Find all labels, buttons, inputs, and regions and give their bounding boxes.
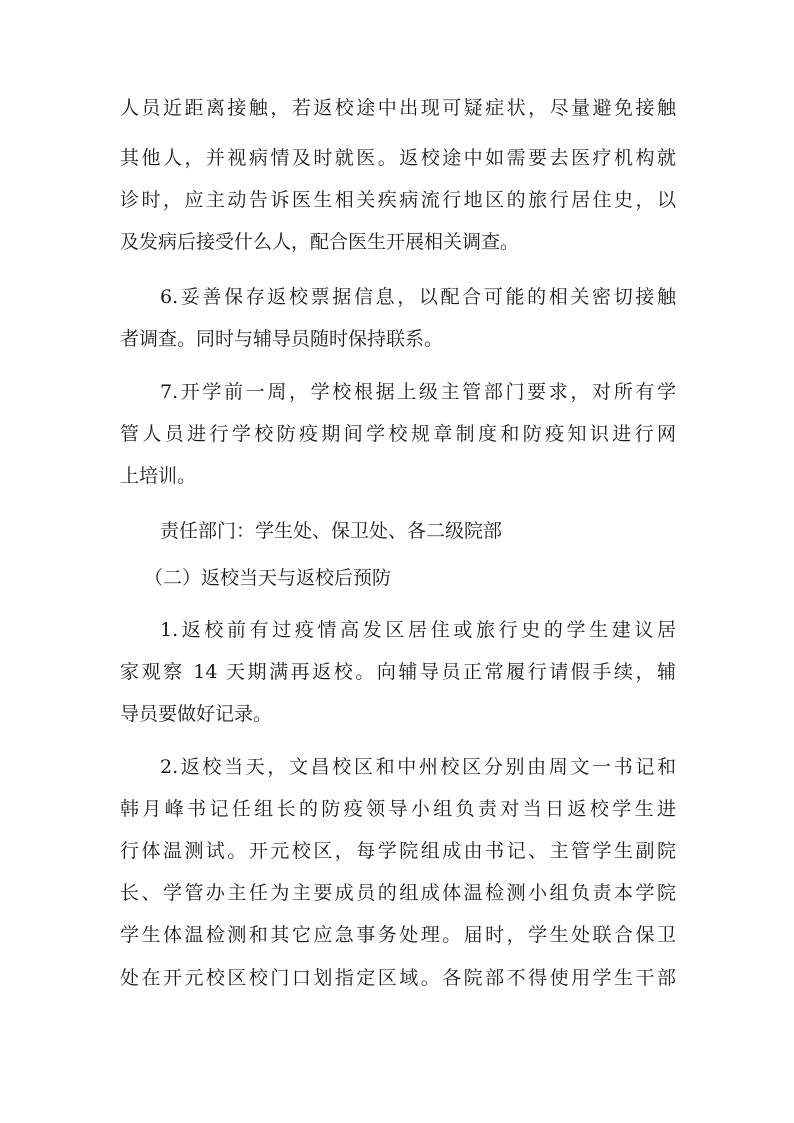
- body-text-line: 家观察 14 天期满再返校。向辅导员正常履行请假手续，辅: [120, 661, 676, 683]
- body-text-line: 处在开元校区校门口划指定区域。各院部不得使用学生干部: [120, 967, 676, 989]
- body-text-line: 2.返校当天，文昌校区和中州校区分别由周文一书记和: [160, 756, 676, 778]
- body-text-line: 人员近距离接触，若返校途中出现可疑症状，尽量避免接触: [120, 97, 676, 119]
- body-text-line: 学生体温检测和其它应急事务处理。届时，学生处联合保卫: [120, 924, 676, 946]
- body-text-line: 导员要做好记录。: [120, 703, 273, 725]
- body-text-line: 长、学管办主任为主要成员的组成体温检测小组负责本学院: [120, 882, 676, 904]
- body-text-line: 7.开学前一周，学校根据上级主管部门要求，对所有学: [160, 381, 676, 403]
- body-text-line: 管人员进行学校防疫期间学校规章制度和防疫知识进行网: [120, 423, 676, 445]
- body-text-line: 诊时，应主动告诉医生相关疾病流行地区的旅行居住史，以: [120, 189, 676, 211]
- body-text-line: 及发病后接受什么人，配合医生开展相关调查。: [120, 231, 520, 253]
- body-text-line: 6.妥善保存返校票据信息，以配合可能的相关密切接触: [160, 286, 676, 308]
- body-text-line: 者调查。同时与辅导员随时保持联系。: [120, 328, 444, 350]
- body-text-line: 上培训。: [120, 465, 197, 487]
- responsible-departments: 责任部门：学生处、保卫处、各二级院部: [160, 520, 503, 542]
- section-heading: （二）返校当天与返校后预防: [144, 567, 392, 589]
- body-text-line: 行体温测试。开元校区，每学院组成由书记、主管学生副院: [120, 840, 676, 862]
- body-text-line: 1.返校前有过疫情高发区居住或旅行史的学生建议居: [160, 619, 676, 641]
- body-text-line: 韩月峰书记任组长的防疫领导小组负责对当日返校学生进: [120, 798, 676, 820]
- body-text-line: 其他人，并视病情及时就医。返校途中如需要去医疗机构就: [120, 147, 676, 169]
